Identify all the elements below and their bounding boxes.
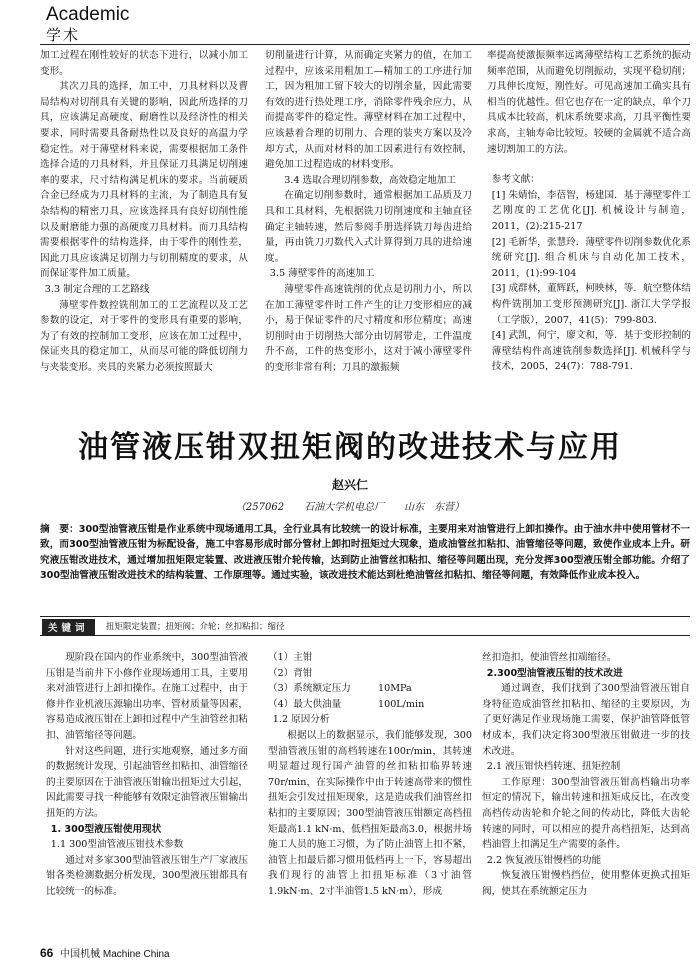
paragraph: 切削量进行计算，从而确定夹紧力的值，在加工过程中，应该采用粗加工—精加工的工序进行加工，因为粗加工留下较大的切削余量，因此需要有效的进行热处理工序，消除零件残余应力，从而提高零件的稳定性。薄壁材料在加工过程中，应该悬着合理的切削力、合理的装夹方案以及冷却方式，从而对材料的加工因素进行有效控制，避免加工过程造成的材料变形。 <box>265 50 472 171</box>
paragraph: 恢复液压钳慢档挡位，使用整体更换式扭矩阀，使其在系统额定压力 <box>482 870 690 897</box>
paragraph: 通过对多家300型油管液压钳生产厂家液压钳各类检测数据分析发现，300型液压钳都具有比较统一的标准。 <box>46 854 248 897</box>
section-heading: 1. 300型液压钳使用现状 <box>50 823 162 835</box>
prev-article-column-1 <box>40 48 248 375</box>
section-heading: 3.3 制定合理的工艺路线 <box>44 283 150 295</box>
paragraph: 针对这些问题，进行实地观察，通过多方面的数据统计发现，引起油管丝扣粘扣、油管缩径的主要原因在于油管液压钳输出扭矩过大引起，因此需要寻找一种能够有效限定油管液压钳输出扭矩的方法。 <box>46 745 248 819</box>
spec-item <box>268 681 472 697</box>
section-heading: 1.1 300型油管液压钳技术参数 <box>50 839 184 851</box>
section-heading: 3.5 薄壁零件的高速加工 <box>269 268 375 280</box>
paragraph: 现阶段在国内的作业系统中，300型油管液压钳是当前井下小修作业现场通用工具，主要用来对油管进行上卸扣操作。在施工过程中，由于修井作业机液压源输出功率、管材质量等因素，容易造成液压钳在上卸扣过程中产生油管丝扣粘扣、油管缩径等问题。 <box>46 652 248 741</box>
paragraph: 工作原理：300型油管液压钳高档输出功率恒定的情况下，输出转速和扭矩成反比，在改变高档传动齿轮和介轮之间的传动比，降低大齿轮转速的同时，可以相应的提升高档扭矩，达到高档油管上扣满足生产需要的条件。 <box>482 776 690 851</box>
spec-item <box>268 666 472 682</box>
abstract-label: 摘 要： <box>40 524 79 535</box>
paragraph: 其次刀具的选择，加工中，刀具材料以及曹局结构对切削具有关键的影响，因此所选择的刀具，应该满足高硬度、耐磨性以及经济性的相关要求，同时需要具备耐热性以及良好的高温力学稳定性。对于薄壁材料来说，需要根据加工条件选择合适的刀具材料，并且保证刀具满足切削速率的要求，尺寸结构满足机床的要求。当前硬质合金已经成为刀具材料的主流，为了制造具有复杂结构的精密刀具，应该选择具有良好切削性能以及耐磨能力强的高硬度刀具材料。而刀具结构需要根据零件的结构选择，由于零件的刚性差，因此刀具应该满足切削力与切削精度的要求，从而保证零件加工质量。 <box>40 81 248 280</box>
journal-header-cn: 学术 <box>46 26 81 44</box>
body-column-2-text <box>268 712 472 899</box>
reference-item: [3] 成群林，董辉跃，柯映林，等．航空整体结构件铣削加工变形预测研究[J]. 浙江大学学报（工学版），2007，41(5)：799-803. <box>491 283 691 326</box>
paragraph: 薄壁零件高速铣削的优点是切削力小，所以在加工薄壁零件时工件产生的让刀变形相应的减小，易于保证零件的尺寸精度和形位精度；高速切削时由于切削热大部分由切屑带走，工件温度升不高，工件的热变形小，这对于减小薄壁零件的变形非常有利；刀具的激振频 <box>265 283 472 373</box>
paragraph: 3.4 选取合理切削参数，高效稳定地加工 <box>284 174 456 186</box>
section-heading: 2.1 液压钳快档转速、扭矩控制 <box>486 761 621 773</box>
spec-key: （2）背钳 <box>268 667 313 679</box>
keywords-text: 扭矩限定装置；扭矩阀；介轮；丝扣粘扣；缩径 <box>106 622 285 632</box>
spec-value: 100L/min <box>378 698 425 710</box>
paragraph: 加工过程在刚性较好的状态下进行，以减小加工变形。 <box>40 50 248 77</box>
keywords-label: 关键词 <box>42 619 95 635</box>
body-column-3 <box>482 650 690 900</box>
body-column-1 <box>46 650 248 900</box>
spec-key: （3）系统额定压力 <box>268 683 351 695</box>
paragraph: 在确定切削参数时，通常根据加工品质及刀具和工具材料，先根据铣刀切削速度和主轴直径确定主轴转速，然后参阅手册选择铣刀每齿进给量，再由铣刀刃数代入式计算得到刀具的进给速度。 <box>265 190 472 264</box>
reference-item: [4] 武凯，何宁，廖文和，等．基于变形控制的薄壁结构件高速铣削参数选择[J]. 机械科学与技术，2005，24(7)：788-791. <box>491 330 691 373</box>
spec-list <box>268 650 472 712</box>
spec-key: （4）最大供油量 <box>268 698 342 710</box>
spec-item <box>268 697 472 713</box>
section-heading: 2.2 恢复液压钳慢档的功能 <box>486 854 602 866</box>
body-column-2 <box>268 650 472 900</box>
section-heading: 参考文献： <box>491 174 540 186</box>
footer-journal: 中国机械 Machine China <box>60 949 170 960</box>
page-number: 66 <box>40 946 54 960</box>
reference-item: [1] 朱婧怡，李蓓智，杨建国．基于薄壁零件工艺刚度的工艺优化[J]. 机械设计与制造，2011，(2):215-217 <box>491 189 691 232</box>
keywords-bar <box>40 616 690 636</box>
article-affiliation: （257062 石油大学机电总厂 山东 东营） <box>235 502 465 513</box>
spec-item <box>268 650 472 666</box>
prev-article-column-3 <box>487 48 691 375</box>
spec-value: 10MPa <box>378 683 412 695</box>
paragraph: 通过调查，我们找到了300型油管液压钳自身特征造成油管丝扣粘扣、缩径的主要原因，为了更好满足作业现场施工需要，保护油管降低管材成本，我们决定将300型液压钳做进一步的技术改进。 <box>482 683 690 757</box>
paragraph: 率提高使激振频率远离薄壁结构工艺系统的振动频率范围，从而避免切削振动，实现平稳切削；刀具伸长度短，刚性好。可见高速加工确实具有相当的优越性。但它也存在一定的缺点，单个刀具成本比较高，机床系统要求高，刀具平衡性要求高，主轴寿命比较短。较硬的金属就不适合高速切割加工的方法。 <box>487 50 691 155</box>
journal-header-en: Academic <box>46 4 130 25</box>
paragraph: 根据以上的数据显示，我们能够发现，300型油管液压钳的高档转速在100r/min，其转速明显超过现行国产油管的丝扣粘扣临界转速70r/min，在实际操作中由于转速高带来的惯性扭矩会引发过扭矩现象，这是造成我们油管丝扣粘扣的主要原因；300型油管液压钳额定高档扭矩最高1.1 kN·m、低档扭矩最高3.0，根据井场施工人员的施工习惯，为了防止油管上扣不紧，油管上扣最后都习惯用低档再上一下，容易超出我们现行的油管上扣扭矩标准（3寸油管1.9kN·m、2寸半油管1.5 kN·m），形成 <box>268 729 472 897</box>
section-heading: 1.2 原因分析 <box>272 714 330 726</box>
paragraph: 丝扣造扣，使油管丝扣端缩径。 <box>482 652 617 663</box>
header-rule <box>40 44 690 45</box>
page-footer <box>40 945 170 960</box>
abstract <box>40 522 690 584</box>
paragraph: 薄壁零件数控铣削加工的工艺流程以及工艺参数的设定，对于零件的变形具有重要的影响，为了有效的控制加工变形，应该在加工过程中，保证夹具的稳定加工，从而尽可能的降低切削力与夹装变形。夹具的夹紧力必须按照最大 <box>40 299 248 373</box>
article-author: 赵兴仁 <box>331 478 368 492</box>
prev-article-column-2 <box>265 48 472 375</box>
reference-item: [2] 毛新华，张慧玲．薄壁零件切削参数优化系统研究[J]. 组合机床与自动化加工技术，2011，(1):99-104 <box>491 236 691 279</box>
spec-key: （1）主钳 <box>268 652 313 663</box>
paragraph <box>487 157 691 172</box>
abstract-text: 300型油管液压钳是作业系统中现场通用工具，全行业具有比较统一的设计标准，主要用来对油管进行上卸扣操作。由于油水井中使用管材不一致，而300型油管液压钳为标配设备，施工中容易形成时部分管材上卸扣时扭矩过大现象，造成油管丝扣粘扣、油管缩径等问题，致使作业成本上升。研究液压钳改进技术，通过增加扭矩限定装置、改进液压钳介轮传输，达到防止油管丝扣粘扣、缩径等问题出现，充分发挥300型液压钳全部功能。介绍了300型油管液压钳改进技术的结构装置、工作原理等。通过实验，该改进技术能达到杜绝油管丝扣粘扣、缩径等问题，有效降低作业成本投入。 <box>40 524 691 582</box>
article-title: 油管液压钳双扭矩阀的改进技术与应用 <box>78 430 622 465</box>
section-heading: 2.300型油管液压钳的技术改进 <box>486 667 623 679</box>
